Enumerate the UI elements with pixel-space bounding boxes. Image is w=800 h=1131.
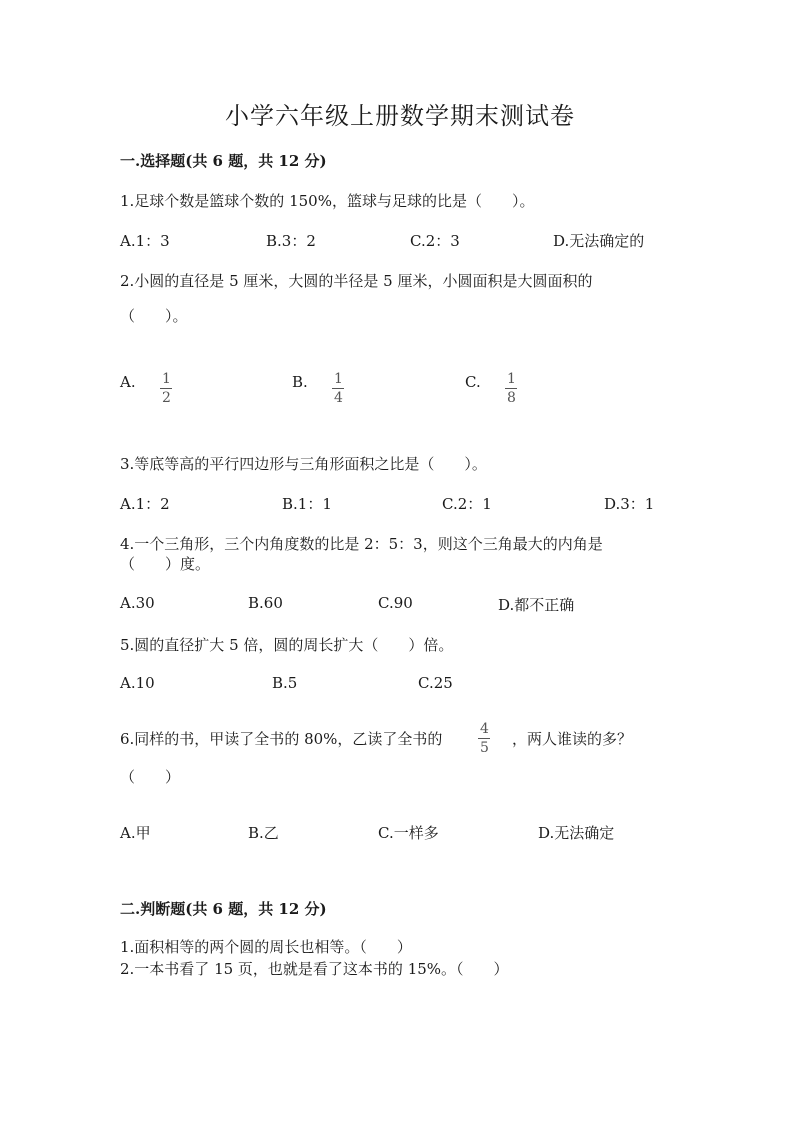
fraction-numerator: 4 [480, 721, 489, 737]
question-4-option-c: C.90 [378, 594, 413, 612]
question-1-option-c: C.2：3 [410, 232, 460, 250]
question-1-text: 1.足球个数是篮球个数的 150%，篮球与足球的比是（ ）。 [120, 192, 535, 210]
question-4-option-b: B.60 [248, 594, 283, 612]
judgment-item-2: 2.一本书看了 15 页，也就是看了这本书的 15%。（ ） [120, 960, 509, 978]
section-heading-judgment: 二.判断题(共 6 题，共 12 分) [120, 900, 327, 918]
question-6-text-part2: ，两人谁读的多？ [512, 730, 633, 748]
question-6-option-d: D.无法确定 [538, 824, 615, 842]
question-3-text: 3.等底等高的平行四边形与三角形面积之比是（ ）。 [120, 455, 487, 473]
question-6-option-a: A.甲 [120, 824, 151, 842]
question-4-text-line1: 4.一个三角形，三个内角度数的比是 2：5：3，则这个三角最大的内角是 [120, 535, 603, 553]
question-2-option-c-label: C. [465, 373, 481, 391]
question-5-text: 5.圆的直径扩大 5 倍，圆的周长扩大（ ）倍。 [120, 636, 454, 654]
question-2-option-c-fraction [505, 368, 518, 405]
question-1-option-a: A.1：3 [120, 232, 170, 250]
question-2-text-line1: 2.小圆的直径是 5 厘米，大圆的半径是 5 厘米，小圆面积是大圆面积的 [120, 272, 593, 290]
question-1-option-b: B.3：2 [266, 232, 316, 250]
fraction-denominator: 2 [162, 390, 171, 406]
fraction-numerator: 1 [162, 371, 171, 387]
question-6-option-c: C.一样多 [378, 824, 439, 842]
question-2-option-a-label: A. [120, 373, 136, 391]
question-4-text-line2: （ ）度。 [120, 555, 211, 573]
question-5-option-c: C.25 [418, 674, 453, 692]
question-6-text-part1: 6.同样的书，甲读了全书的 80%，乙读了全书的 [120, 730, 443, 748]
question-4-option-a: A.30 [120, 594, 155, 612]
fraction-numerator: 1 [507, 371, 516, 387]
question-3-option-b: B.1：1 [282, 495, 332, 513]
question-2-option-a-fraction [160, 368, 173, 405]
section-heading-choice: 一.选择题(共 6 题，共 12 分) [120, 152, 327, 170]
question-3-option-d: D.3：1 [604, 495, 655, 513]
question-6-text-line2: （ ） [120, 768, 181, 786]
question-5-option-b: B.5 [272, 674, 298, 692]
question-5-option-a: A.10 [120, 674, 155, 692]
judgment-item-1: 1.面积相等的两个圆的周长也相等。（ ） [120, 938, 412, 956]
question-3-option-c: C.2：1 [442, 495, 492, 513]
question-1-option-d: D.无法确定的 [553, 232, 645, 250]
fraction-denominator: 5 [480, 740, 489, 756]
fraction-numerator: 1 [334, 371, 343, 387]
question-6-fraction [478, 718, 491, 755]
fraction-denominator: 4 [334, 390, 343, 406]
question-4-option-d: D.都不正确 [498, 596, 575, 614]
question-6-option-b: B.乙 [248, 824, 279, 842]
question-3-option-a: A.1：2 [120, 495, 170, 513]
fraction-denominator: 8 [507, 390, 516, 406]
page-title: 小学六年级上册数学期末测试卷 [225, 102, 575, 130]
question-2-option-b-fraction [332, 368, 345, 405]
question-2-text-line2: （ ）。 [120, 307, 188, 325]
question-2-option-b-label: B. [292, 373, 308, 391]
